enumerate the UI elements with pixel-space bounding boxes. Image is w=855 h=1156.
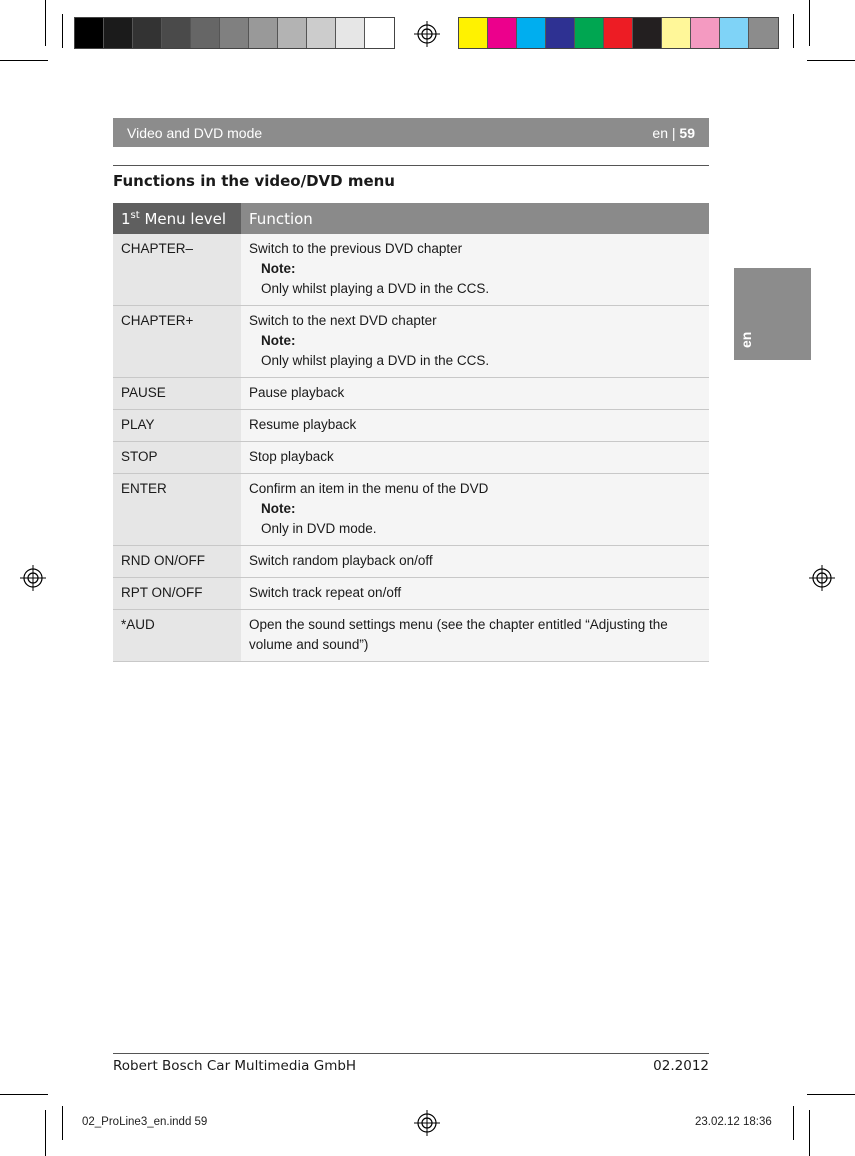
header-section-title: Video and DVD mode (127, 124, 263, 141)
crop-mark (62, 1106, 63, 1140)
menu-level-cell: ENTER (113, 474, 241, 546)
color-swatch (633, 18, 662, 48)
col1-sup: st (130, 209, 140, 221)
menu-level-cell: CHAPTER+ (113, 306, 241, 378)
function-text: Switch to the next DVD chapter (249, 313, 437, 328)
crop-mark (809, 0, 810, 46)
color-swatch (604, 18, 633, 48)
footer-rule (113, 1053, 709, 1054)
color-swatch (575, 18, 604, 48)
function-text: Confirm an item in the menu of the DVD (249, 481, 489, 496)
function-cell (241, 578, 709, 610)
note-text: Only whilst playing a DVD in the CCS. (261, 353, 490, 368)
color-swatch (720, 18, 749, 48)
page-number: 59 (679, 124, 695, 141)
function-cell (241, 378, 709, 410)
color-swatch (662, 18, 691, 48)
table-row (113, 306, 709, 378)
function-text: Switch to the previous DVD chapter (249, 241, 463, 256)
crop-mark (807, 1094, 855, 1095)
registration-mark-icon (414, 21, 440, 47)
function-text: Pause playback (249, 385, 345, 400)
function-cell (241, 546, 709, 578)
header-separator: | (671, 124, 676, 141)
menu-level-cell: *AUD (113, 610, 241, 662)
menu-level-cell: RND ON/OFF (113, 546, 241, 578)
note-text: Only in DVD mode. (261, 521, 377, 536)
function-text: Open the sound settings menu (see the chapter entitled “Adjusting the volume and sound”) (249, 617, 668, 652)
registration-mark-icon (414, 1110, 440, 1136)
function-cell (241, 410, 709, 442)
page-title: Functions in the video/DVD menu (113, 172, 395, 190)
color-swatch (75, 18, 104, 48)
table-row (113, 234, 709, 306)
color-swatch (488, 18, 517, 48)
menu-level-cell: RPT ON/OFF (113, 578, 241, 610)
color-swatch (365, 18, 394, 48)
crop-mark (0, 60, 48, 61)
crop-mark (809, 1110, 810, 1156)
table-row (113, 610, 709, 662)
color-swatch (336, 18, 365, 48)
side-tab-label: en (738, 331, 754, 348)
crop-mark (45, 1110, 46, 1156)
table-row (113, 442, 709, 474)
note-label: Note: (261, 261, 296, 276)
crop-mark (793, 1106, 794, 1140)
footer-date: 02.2012 (653, 1058, 709, 1074)
table-row (113, 378, 709, 410)
function-text: Stop playback (249, 449, 334, 464)
function-cell (241, 442, 709, 474)
color-swatch (691, 18, 720, 48)
crop-mark (807, 60, 855, 61)
functions-table (113, 203, 709, 662)
table-row (113, 410, 709, 442)
language-side-tab (734, 268, 811, 360)
running-header (113, 118, 709, 147)
note-label: Note: (261, 501, 296, 516)
column-header-function: Function (241, 203, 709, 234)
function-text: Switch track repeat on/off (249, 585, 402, 600)
color-swatch (278, 18, 307, 48)
function-text: Switch random playback on/off (249, 553, 433, 568)
color-swatch (249, 18, 278, 48)
function-text: Resume playback (249, 417, 357, 432)
gray-scale-bar (74, 17, 395, 49)
function-cell (241, 234, 709, 306)
menu-level-cell: PAUSE (113, 378, 241, 410)
menu-level-cell: STOP (113, 442, 241, 474)
color-swatch (133, 18, 162, 48)
column-header-menu-level (113, 203, 241, 234)
color-swatch (459, 18, 488, 48)
table-row (113, 474, 709, 546)
function-cell (241, 474, 709, 546)
header-lang: en (652, 124, 668, 141)
note-text: Only whilst playing a DVD in the CCS. (261, 281, 490, 296)
crop-mark (0, 1094, 48, 1095)
color-swatch (749, 18, 778, 48)
slug-file-info: 02_ProLine3_en.indd 59 (82, 1116, 208, 1128)
title-rule (113, 165, 709, 166)
col1-rest: Menu level (139, 209, 227, 228)
footer-company: Robert Bosch Car Multimedia GmbH (113, 1058, 357, 1074)
menu-level-cell: PLAY (113, 410, 241, 442)
crop-mark (62, 14, 63, 48)
table-row (113, 546, 709, 578)
header-page-number (652, 125, 695, 141)
col1-base: 1 (121, 209, 131, 228)
table-row (113, 578, 709, 610)
color-swatch (517, 18, 546, 48)
color-swatch (220, 18, 249, 48)
function-cell (241, 610, 709, 662)
slug-timestamp: 23.02.12 18:36 (695, 1116, 772, 1128)
function-cell (241, 306, 709, 378)
color-swatch (104, 18, 133, 48)
crop-mark (793, 14, 794, 48)
registration-mark-icon (20, 565, 46, 591)
color-swatch (546, 18, 575, 48)
color-swatch (162, 18, 191, 48)
color-swatch-bar (458, 17, 779, 49)
note-label: Note: (261, 333, 296, 348)
color-swatch (191, 18, 220, 48)
crop-mark (45, 0, 46, 46)
registration-mark-icon (809, 565, 835, 591)
color-swatch (307, 18, 336, 48)
table-header-row (113, 203, 709, 234)
menu-level-cell: CHAPTER– (113, 234, 241, 306)
